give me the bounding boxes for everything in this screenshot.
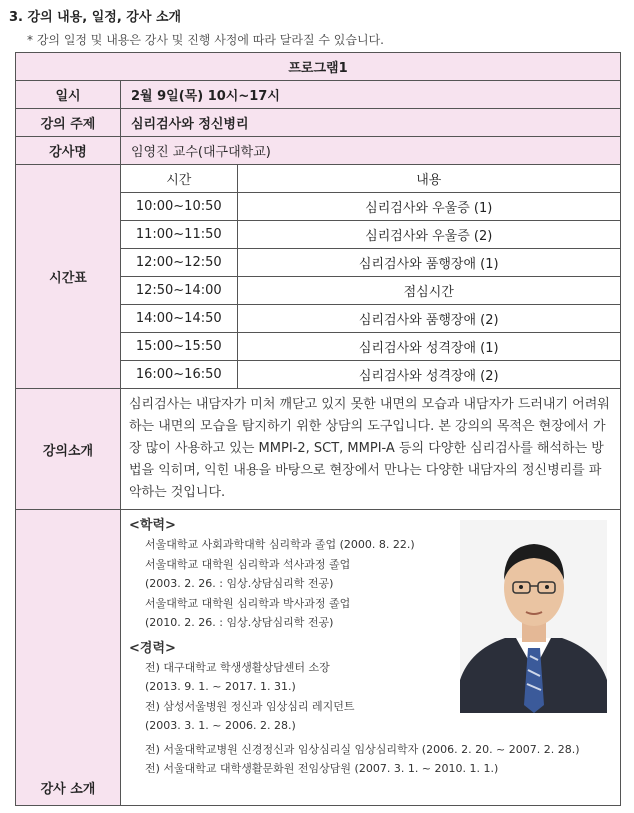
- schedule-row: [121, 277, 620, 305]
- career-item: 전) 대구대학교 학생생활상담센터 소장: [145, 660, 330, 674]
- program-title: 프로그램1: [16, 53, 621, 81]
- schedule-time: 14:00~14:50: [121, 305, 237, 333]
- career-item: 전) 서울대학교병원 신경정신과 임상심리실 임상심리학자 (2006. 2. 20. ~ 2007. 2. 28.): [145, 742, 580, 756]
- education-title: <학력>: [129, 518, 176, 533]
- schedule-content: 심리검사와 품행장애 (2): [237, 305, 620, 333]
- topic-value: 심리검사와 정신병리: [121, 109, 621, 137]
- date-value: 2월 9일(목) 10시~17시: [121, 81, 621, 109]
- education-item: 서울대학교 사회과학대학 심리학과 졸업 (2000. 8. 22.): [145, 538, 415, 551]
- schedule-time: 15:00~15:50: [121, 333, 237, 361]
- intro-label: 강의소개: [16, 389, 121, 510]
- schedule-row: [121, 333, 620, 361]
- schedule-row: [121, 193, 620, 221]
- schedule-row: [121, 361, 620, 389]
- schedule-label: 시간표: [16, 165, 121, 389]
- instructor-photo: [460, 520, 607, 713]
- education-item: 서울대학교 대학원 심리학과 박사과정 졸업: [145, 596, 351, 610]
- schedule-time: 12:00~12:50: [121, 249, 237, 277]
- career-item: 전) 삼성서울병원 정신과 임상심리 레지던트: [145, 699, 355, 713]
- topic-label: 강의 주제: [16, 109, 121, 137]
- career-item: (2003. 3. 1. ~ 2006. 2. 28.): [145, 719, 296, 732]
- schedule-time: 10:00~10:50: [121, 193, 237, 221]
- section-heading: 3. 강의 내용, 일정, 강사 소개: [9, 10, 182, 25]
- education-item: (2003. 2. 26. : 임상.상담심리학 전공): [145, 577, 334, 590]
- schedule-time: 12:50~14:00: [121, 277, 237, 305]
- intro-text: 심리검사는 내담자가 미처 깨닫고 있지 못한 내면의 모습과 내담자가 드러내기 어려워하는 내면의 모습을 탐지하기 위한 상담의 도구입니다. 본 강의의 목적은 현장에서 가장 많이 사용하고 있는 MMPI-2, SCT, MMPI-A 등의 다양한 심리검사를 해석하는 방법을 익히며, 익힌 내용을 바탕으로 현장에서 만나는 다양한 내담자의 정신병리를 파악하는 것입니다.: [121, 389, 621, 510]
- education-item: 서울대학교 대학원 심리학과 석사과정 졸업: [145, 557, 351, 571]
- schedule-content: 심리검사와 성격장애 (1): [237, 333, 620, 361]
- schedule-note: * 강의 일정 및 내용은 강사 및 진행 사정에 따라 달라질 수 있습니다.: [27, 33, 384, 47]
- schedule-row: [121, 221, 620, 249]
- schedule-time: 16:00~16:50: [121, 361, 237, 389]
- bio-label: 강사 소개: [16, 510, 121, 806]
- education-item: (2010. 2. 26. : 임상.상담심리학 전공): [145, 616, 334, 629]
- date-label: 일시: [16, 81, 121, 109]
- schedule-content: 심리검사와 품행장애 (1): [237, 249, 620, 277]
- schedule-content: 심리검사와 우울증 (2): [237, 221, 620, 249]
- career-item: (2013. 9. 1. ~ 2017. 1. 31.): [145, 680, 296, 693]
- schedule-time: 11:00~11:50: [121, 221, 237, 249]
- schedule-header-content: 내용: [237, 165, 620, 193]
- schedule-content: 심리검사와 성격장애 (2): [237, 361, 620, 389]
- instructor-label: 강사명: [16, 137, 121, 165]
- program-table: [15, 52, 621, 806]
- schedule-content: 점심시간: [237, 277, 620, 305]
- schedule-header-time: 시간: [121, 165, 237, 193]
- instructor-value: 임영진 교수(대구대학교): [121, 137, 621, 165]
- schedule-content: 심리검사와 우울증 (1): [237, 193, 620, 221]
- career-item: 전) 서울대학교 대학생활문화원 전임상담원 (2007. 3. 1. ~ 2010. 1. 1.): [145, 762, 499, 775]
- instructor-portrait-icon: [460, 520, 607, 713]
- bio-cell: [121, 510, 621, 806]
- career-title: <경력>: [129, 640, 176, 656]
- schedule-table: [121, 165, 620, 388]
- schedule-row: [121, 305, 620, 333]
- schedule-row: [121, 249, 620, 277]
